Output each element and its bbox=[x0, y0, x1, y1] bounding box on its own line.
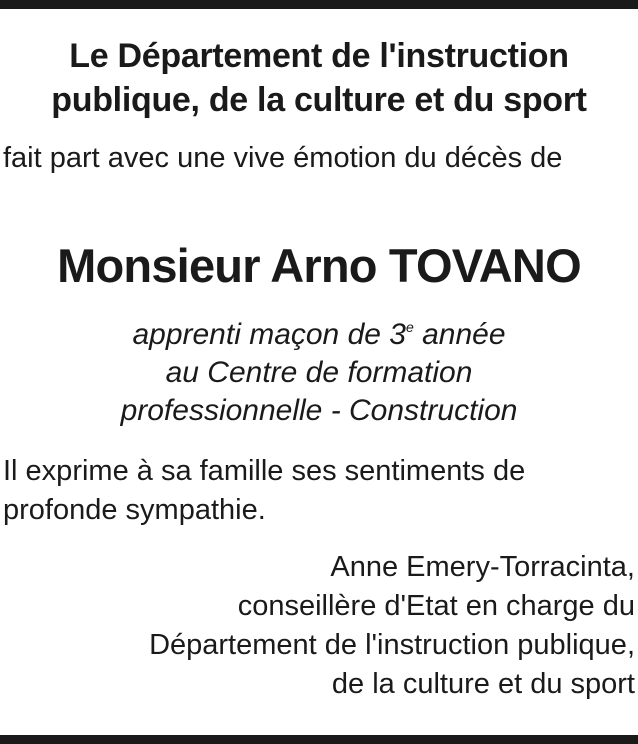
signature-line-3: Département de l'instruction publique, bbox=[149, 629, 635, 661]
role-line-2: au Centre de formation bbox=[165, 356, 473, 389]
role-line-1 bbox=[0, 316, 638, 354]
signature-line-1: Anne Emery-Torracinta, bbox=[330, 551, 635, 583]
notice-heading bbox=[0, 34, 638, 122]
signature-line-2: conseillère d'Etat en charge du bbox=[237, 590, 635, 622]
heading-line-2: publique, de la culture et du sport bbox=[51, 81, 587, 119]
bottom-border-rule bbox=[0, 735, 638, 744]
role-line-1-post: année bbox=[413, 318, 506, 351]
top-border-rule bbox=[0, 0, 638, 9]
deceased-name: Monsieur Arno TOVANO bbox=[57, 239, 581, 292]
signature-line-4: de la culture et du sport bbox=[331, 668, 635, 700]
role-line-1-pre: apprenti maçon de 3 bbox=[132, 318, 406, 351]
role-line-3: professionnelle - Construction bbox=[120, 394, 518, 427]
heading-line-1: Le Département de l'instruction bbox=[69, 37, 569, 75]
signature-block bbox=[0, 548, 635, 704]
intro-text: fait part avec une vive émotion du décès de bbox=[3, 142, 563, 174]
sympathy-text: Il exprime à sa famille ses sentiments de profonde sympathie. bbox=[3, 455, 526, 526]
deceased-role bbox=[0, 316, 638, 430]
role-ordinal-suffix: e bbox=[405, 319, 414, 335]
